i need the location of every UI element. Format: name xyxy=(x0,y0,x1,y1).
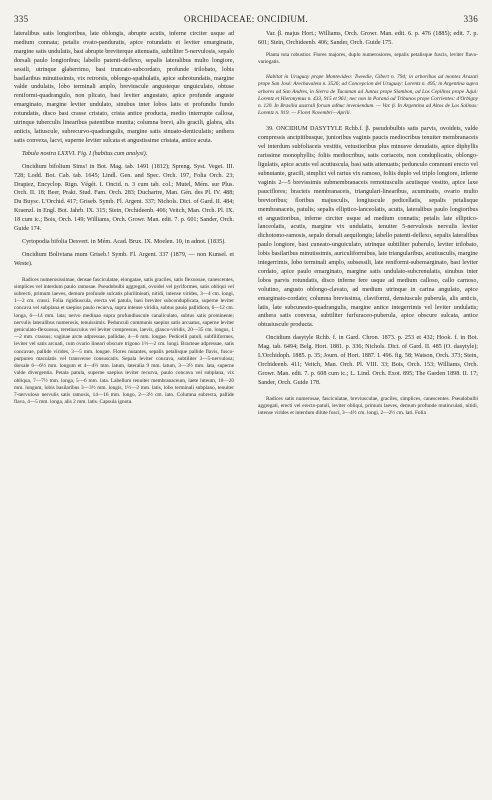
page-number-right: 336 xyxy=(463,14,478,24)
morphology-paragraph: Radices numerosissimae, densae fasciculatae, elongatae, satis graciles, satis flexuosae, canescentes, simplices vel interdum paulo ramosae. Pseudobulbi aggregati, ovoidei vel pyriformes, satis obliqui vel subrecti, primum laeves, demum profunde sulcatis plurilinieati, nitidi, intense virides, 3—4 cm. longi, 1—2 cm. crassi. Folia rigidiuscula, erecta vel patula, basi breviter subconduplicata, superne leviter concava vel subplana et saepius paulo recurva, supra intense viridia, subtus paulo pallidiora, 6—12 cm. longa, 6—14 mm. lata; nervo medinao supra profundiuscule canaliculato, subtus satis prominente; nervulis lateralibus numerosis, tenuissimis. Pedunculi communis saepius satis arcuatus, superne leviter geniculato-flexuosus, teretiusculus vel leviter compressus, laevis, glauco-viridis, 20—35 cm. longus, 1—2 mm. crassus; vaginae arcte adpressae, pallidae, 4—6 mm. longae. Pedicelli patuli, subfiliformes, leviter vel satis arcuati, cum ovario lineari obscure trigono 1½—2 cm. longi. Bracteae adpressae, satis concavae, pallide virides, 3—5 mm. longae. Flores nutantes, sepalis petalisque pallide flavis, fusco-purpureo maculatis vel transverse consuscatis. Sepala leviter concava, subtiliter 3—5-nervulosa; dorsale 6—6½ mm. longum et 4—4½ mm. latum, lateralia 9 mm. latum, 3—3½ mm. lata, superne valde divergentia. Petala patula, superne saepius leviter recurva, paulo concava vel subplana, vix obliqua, 7—7½ mm. longa, 5—6 mm. lata. Labellum tenuiter membranaceum, laete luteum, 18—20 mm. longum, lobis basilaribus 3—3½ mm. longis, 1½—2 mm. latis, lobo terminali subplano, tenuiter 7-nervuloso nervulis satis ramosis, 14—16 mm. longo, 2—3½ cm. lato. Columna subrecta, pallide flava, 4—5 mm. longa, alis 2 mm. latis. Capsula ignota. xyxy=(14,276,234,406)
synonymy-paragraph: Oncidium dasytyle Rchb. f. in Gard. Chron. 1873. p. 253 et 432; Hook. f. in Bot. Mag. tab. 6494; Belg. Hort. 1881. p. 336; Nichols. Dict. of Gard. II. 485 (O. dasytyle); L'Orchidoph. 1885. p. 35; Journ. of Hort. 1887. I. 496. fig. 58; Watson, Orch. 373; Stein, Orchideenb. 411; Veitch, Man. Orch. Pl. VIII. 33; Bois, Orch. 153; Williams, Orch. Growr. Man. edit. 7. p. 608 cum ic.; L. Lind. Orch. Exot. 895; The Garden 1898. II. 17; Sander, Orch. Guide 178. xyxy=(258,335,478,386)
description-paragraph: lateralibus satis longioribus, late oblongis, abrupte acutis, inferne circiter usque ad medium connata; petalis ovato-panduratis, apice rotundatis et leviter emarginatis, margine satis undulatis, basi abrupte breviterque attenuatis, subtiliter 5-nervulosis, sepalo dorsali paulo longioribus; labello patenti-deflexo, sepalis lateralibus multo longiore, sessili, utrinque glaberrimo, basi truncato-subcordato, profunde trilobato, lobis basilaribus minutissimis, vix retrorsis, oblongo-spathulatis, apice subrotundatis, margine valde undulatis, lobo terminali amplo, breviuscule angusteque unguiculato, obtuse reniformi-quadrangulo, non plicato, basi leviter angustato, apice profunde anguste emarginato, margine leviter undulato, sinubus inter lobos latis et profundis fundo rotundatis, disco basi crasse cristato, crista antice producta, medio interrupte callosa, utrinque tuberculis linearibus patentibus munita; columna brevi, alis gracili, glabra, alis anticis, latiuscule, subrecurvo-quadrangulis, margine satis sinuato-denticulatis; anthera satis convexa, lacvi, superne leviter sulcata et angustissime cristata, antice acuta. xyxy=(14,31,234,144)
variety-description: Planta tota robustior. Flores majores, duplo numerosiores, sepalis petalisque fuscis, leviter flavo-variegatis. xyxy=(258,51,478,66)
right-column xyxy=(258,30,478,790)
running-title: ORCHIDACEAE: ONCIDIUM. xyxy=(183,14,309,24)
left-column xyxy=(14,30,234,790)
page-header xyxy=(14,14,478,28)
morphology-paragraph: Radices satis numerosae, fasciculatae, breviusculae, graciles, simplices, canescentes. Pseudobulbi aggregati, erecti vel erecto-patuli, leviter obliqui, primum laeves, demum profunde mutinculati, nitidi, intense virides et interdum dilute fusci, 3—4½ cm. longi, 2—2½ cm. lati. Folia xyxy=(258,395,478,417)
plate-reference: Tabula nostra LXXVI. Fig. I (habitus cum analysi). xyxy=(22,150,148,157)
synonymy-paragraph-3: Oncidium Boliviana mum Griseb.! Symb. Fl. Argent. 337 (1879, — non Kunsel. et Weste). xyxy=(14,251,234,267)
habitat-paragraph: Habitat in Uruguay prope Montevideo: Tweedie, Gibert n. 794; in arboribus ad montes Arazati prope San José: Arechavaleta n. 3526; ad Concepcion del Uruguay: Lorentz n. 495; in Argentina supra arbores ad San Andres, in Sierra de Tucuman ad Juntas prope Siambon, ad Los Cepilitos prope Jujui: Lorentz et Hieronymus n. 433, 915 et 961; nec non in Paraná ad Tribunos prope Corrientes: d'Orbigny n. 120. In Brasilia australi forsan adhuc inveniendum. — Var. β. In Argentina ad Altos de Los Salinas: Lorentz n. 919. — Floret Novembri—Aprili. xyxy=(258,74,478,117)
synonymy-paragraph-2: Cyrtopodia bifolia Desvert. in Mém. Acad. Brux. IX. Moelen. 10, in adnot. (1835). xyxy=(22,238,226,245)
synonymy-paragraph: Oncidium bifolium Sims! in Bot. Mag. tab. 1491 (1812); Spreng. Syst. Veget. III. 728; Lodd. Bot. Cab. tab. 1645; Lindl. Gen. and Spec. Orch. 197, Folia Orch. 23; Drapiez, Encyclop. Rign. Végét. I. Oncid. n. 3 cum tab. col.; Mutel, Mém. sur Plus. Orch. II. 18; Beer, Prakt. Stud. Fam. Orch. 283; Duchartre, Man. Gén. des Pl. IV. 488; Du Buysc. L'Orchid. 417; Griseb. Symb. Fl. Argent. 337; Nichols. Dict. of Gard. II. 484; Kraenzl. in Engl. Bot. Jahrb. IX. 315; Stein, Orchideenb. 406; Veitch, Man. Orch. Pl. IX. 18 cum ic.; Bois, Orch. 149; Williams, Orch. Growr. Man. edit. 7. p. 601; Sander, Orch. Guide 174. xyxy=(14,163,234,233)
species-description: 39. ONCIDIUM DASYTYLE Rchb.f. β. pseudobulbis satis parvis, ovoideis, valde compressis ancipitibusque, junioribus vaginis paucis mediocribus tenuiter membranaceis vel interdum subfoliaceis vestitis, vetustioribus plus minusve denudatis, apice diphyllis rarissime monophyllis; foliis mediocribus, satis coriaceis, non conduplicatis, oblongo-ligulatis, apice acutis vel acutiuscula, basi satis attenuatis; pedunculo communi erecto vel subnutante, gracili, simplici vel rarius vix ramoso, foliis duplo vel triplo longiore, inferne vaginis 2—5 brevissimis submembranaceis remotiusculis acutisque vestito, apice laxe pauciflores; bracteis membranaceis, triangulari-linearibus, acuminatis, ovario multo brevioribus; floribus majusculis, longiuscule pedicellatis, sepalis petalisque membranaceis, patulis; sepalis elliptico-lanceolatis, acutis, lateralibus paulo longioribus et angustioribus, inferne circiter usque ad medium connatis; petalis late elliptico-lanceolatis, acutis, margine vix undulatis, tenuiter 5-nervulosis nervulis leviter dichotomo-ramosis, sepalo dorsali aequilongis; labello patenti-deflexo, sepalis lateralibus paulo longiore, basi cuneato-unguiculato, utrinque subtiliter puberulo, leviter trilobato, lobis basilaribus minutissimis, auriculiformibus, late triangularibus, acutiusculis, margine integerrimis, lobo terminali amplo, subsessili, late reniformi-subemarginato, basi leviter cordato, apice paulo emarginato, margine satis undulato-subcrenulatis, sinubus inter lobos parvis rotundatis, disco inferne fere usque ad medium calloso, callo carnoso, volutino, angusto oblongo-clavato, ad medium utrinque in carina angulato, apice emarginato-cordato; columna brevissima, claviformi, densiuscule puberula, alis anticis, latis, late subcuneato-quadrangulis, margine antice integerrimis vel leviter undulatis; anthera satis convexa, subtiliter furfuraceo-puberula, apice obscure sulcata, antice obtusiuscule producta. xyxy=(258,126,478,329)
variety-paragraph: Var. β. majus Hort.; Williams, Orch. Growr. Man. edit. 6. p. 476 (1885); edit. 7. p. 601; Stein, Orchideenb. 406; Sander, Orch. Guide 175. xyxy=(258,31,478,46)
page-number-left: 335 xyxy=(14,14,29,24)
